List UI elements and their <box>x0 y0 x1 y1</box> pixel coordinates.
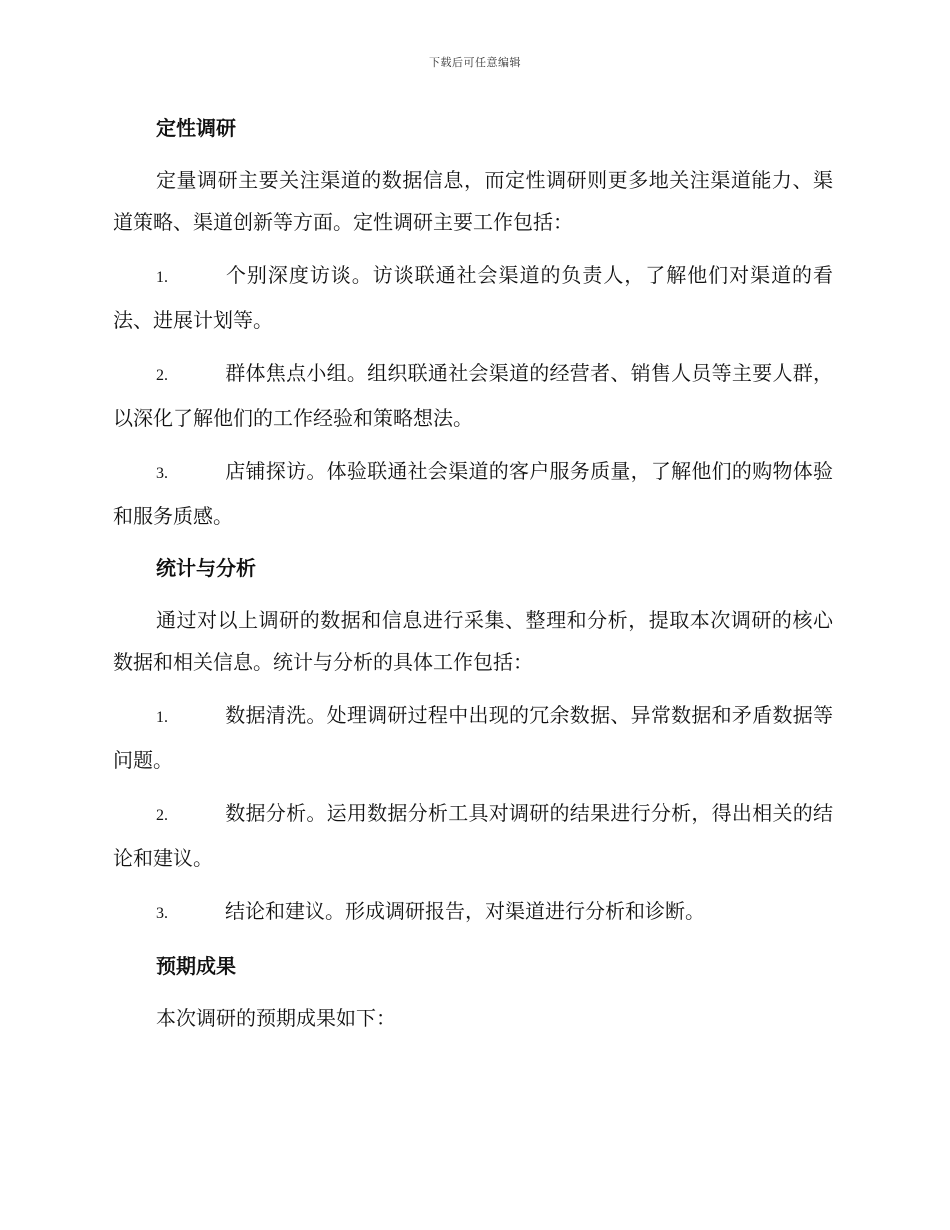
list-item <box>113 352 833 439</box>
section-heading-qualitative: 定性调研 <box>156 116 236 140</box>
list-item <box>113 694 833 781</box>
document-body <box>113 108 833 1050</box>
list-item-text: 数据清洗。处理调研过程中出现的冗余数据、异常数据和矛盾数据等问题。 <box>113 703 833 772</box>
list-item-text: 个别深度访谈。访谈联通社会渠道的负责人，了解他们对渠道的看法、进展计划等。 <box>113 263 833 332</box>
list-item-text: 店铺探访。体验联通社会渠道的客户服务质量，了解他们的购物体验和服务质感。 <box>113 459 833 528</box>
list-item <box>113 792 833 879</box>
list-number: 1. <box>156 269 168 286</box>
list-number: 2. <box>156 367 168 384</box>
list-item <box>113 890 833 935</box>
list-number: 1. <box>156 709 168 726</box>
list-item-text: 群体焦点小组。组织联通社会渠道的经营者、销售人员等主要人群，以深化了解他们的工作经验和策略想法。 <box>113 361 833 430</box>
section-intro-statistics: 通过对以上调研的数据和信息进行采集、整理和分析，提取本次调研的核心数据和相关信息。统计与分析的具体工作包括： <box>113 608 833 674</box>
section-intro-qualitative: 定量调研主要关注渠道的数据信息，而定性调研则更多地关注渠道能力、渠道策略、渠道创新等方面。定性调研主要工作包括： <box>113 168 833 234</box>
list-item-text: 数据分析。运用数据分析工具对调研的结果进行分析，得出相关的结论和建议。 <box>113 801 833 870</box>
list-number: 2. <box>156 807 168 824</box>
page-header: 下载后可任意编辑 <box>429 56 521 69</box>
list-item <box>113 254 833 341</box>
list-item-text: 结论和建议。形成调研报告，对渠道进行分析和诊断。 <box>225 899 705 923</box>
list-item <box>113 450 833 537</box>
list-number: 3. <box>156 465 168 482</box>
list-number: 3. <box>156 905 168 922</box>
section-heading-expected-results: 预期成果 <box>156 954 236 978</box>
section-intro-expected-results: 本次调研的预期成果如下： <box>156 1006 396 1030</box>
section-heading-statistics: 统计与分析 <box>156 556 256 580</box>
